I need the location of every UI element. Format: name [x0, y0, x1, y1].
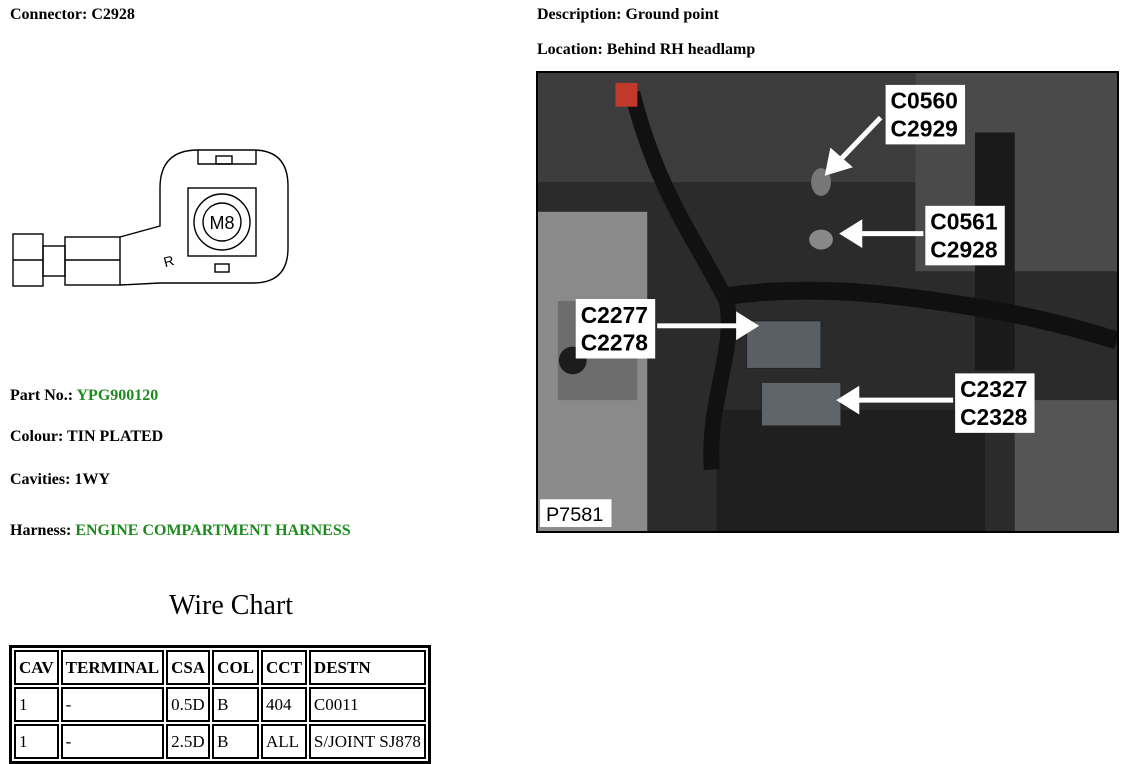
stud-label: M8 [209, 213, 235, 233]
location-field [537, 41, 755, 59]
part-no-label: Part No.: [10, 387, 74, 404]
col-header-csa: CSA [166, 650, 210, 685]
cell-csa: 0.5D [166, 687, 210, 722]
cell-cav: 1 [14, 724, 59, 759]
connector-value: C2928 [91, 6, 135, 23]
callout-4-line1: C2327 [960, 376, 1028, 403]
callout-1-line1: C0560 [890, 87, 958, 114]
location-value: Behind RH headlamp [606, 41, 756, 58]
callout-3-line2: C2278 [580, 329, 649, 356]
col-header-cav: CAV [14, 650, 59, 685]
col-header-terminal: TERMINAL [61, 650, 165, 685]
cell-cav: 1 [14, 687, 59, 722]
connector-field [10, 6, 135, 24]
cell-destn: C0011 [309, 687, 426, 722]
callout-1-line2: C2929 [890, 115, 958, 142]
harness-label: Harness: [10, 522, 72, 539]
location-photo [536, 71, 1119, 533]
col-header-destn: DESTN [309, 650, 426, 685]
description-field [537, 6, 719, 24]
cell-csa: 2.5D [166, 724, 210, 759]
cavities-label: Cavities: [10, 471, 71, 488]
part-no-link[interactable]: YPG900120 [76, 387, 159, 404]
connector-label: Connector: [10, 6, 88, 23]
col-header-col: COL [212, 650, 259, 685]
harness-link[interactable]: ENGINE COMPARTMENT HARNESS [75, 522, 351, 539]
cavities-field [10, 471, 110, 489]
colour-label: Colour: [10, 428, 64, 445]
col-header-cct: CCT [261, 650, 307, 685]
wire-chart-table [9, 645, 431, 764]
cell-col: B [212, 724, 259, 759]
callout-2-line1: C0561 [930, 208, 998, 235]
cell-terminal: - [61, 724, 165, 759]
photo-ref: P7581 [545, 504, 604, 527]
table-row [14, 724, 426, 759]
cell-terminal: - [61, 687, 165, 722]
callout-2-line2: C2928 [930, 236, 998, 263]
part-no-field [10, 387, 158, 405]
colour-field [10, 428, 163, 446]
cavities-value: 1WY [74, 471, 110, 488]
table-header-row [14, 650, 426, 685]
cell-destn: S/JOINT SJ878 [309, 724, 426, 759]
description-value: Ground point [625, 6, 719, 23]
location-label: Location: [537, 41, 603, 58]
description-label: Description: [537, 6, 622, 23]
harness-field [10, 522, 351, 540]
callout-4-line2: C2328 [960, 403, 1028, 430]
cell-cct: 404 [261, 687, 307, 722]
callout-3-line1: C2277 [580, 301, 649, 328]
table-row [14, 687, 426, 722]
connector-diagram [10, 148, 295, 288]
wire-chart-title: Wire Chart [168, 590, 294, 621]
cell-cct: ALL [261, 724, 307, 759]
side-label: R [161, 252, 176, 271]
cell-col: B [212, 687, 259, 722]
colour-value: TIN PLATED [67, 428, 164, 445]
